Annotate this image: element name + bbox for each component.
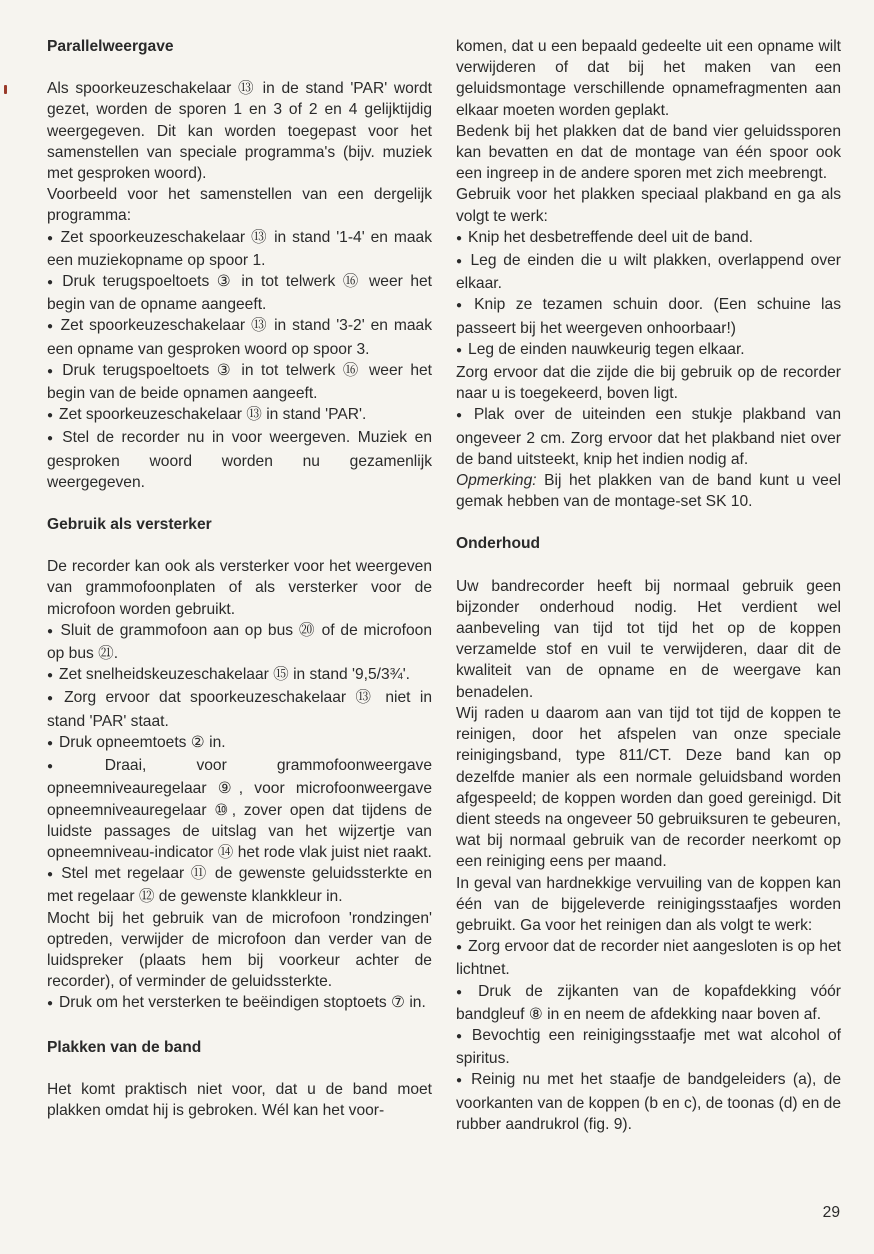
bullet-item: ● Zet spoorkeuzeschakelaar ⑬ in stand 'PAR'.	[47, 404, 432, 427]
bullet-item: ● Zet spoorkeuzeschakelaar ⑬ in stand '3-2' en maak een opname van gesproken woord op spoor 3.	[47, 315, 432, 359]
paragraph: Voorbeeld voor het samenstellen van een dergelijk programma:	[47, 186, 432, 225]
margin-mark	[4, 85, 7, 94]
paragraph: Wij raden u daarom aan van tijd tot tijd de koppen te reinigen, door het afspelen van onze speciale reinigingsband, type 811/CT. Deze band kan op dezelfde manier als een normale geluidsband worden afgespeeld; de koppen worden dan goed gereinigd. Dit dient steeds na ongeveer 50 gebruiksuren te gebeuren, wat bij normaal gebruik van de recorder neerkomt op een reiniging eens per maand.	[456, 704, 841, 871]
bullet-item: ● Stel met regelaar ⑪ de gewenste geluidssterkte en met regelaar ⑫ de gewenste klankkleur in.	[47, 863, 432, 907]
bullet-item: ● Bevochtig een reinigingsstaafje met wat alcohol of spiritus.	[456, 1025, 841, 1069]
section-versterker	[47, 556, 432, 1015]
bullet-item: ● Zet spoorkeuzeschakelaar ⑬ in stand '1-4' en maak een muziekopname op spoor 1.	[47, 227, 432, 271]
paragraph: In geval van hardnekkige vervuiling van de koppen kan één van de bijgeleverde reinigingsstaafjes worden gebruikt. Ga voor het reinigen dan als volgt te werk:	[456, 874, 841, 934]
paragraph: Zorg ervoor dat die zijde die bij gebruik op de recorder naar u is toegekeerd, boven ligt.	[456, 364, 841, 403]
section-onderhoud	[456, 576, 841, 1135]
bullet-item: ● Sluit de grammofoon aan op bus ⑳ of de microfoon op bus ㉑.	[47, 620, 432, 664]
paragraph: Als spoorkeuzeschakelaar ⑬ in de stand 'PAR' wordt gezet, worden de sporen 1 en 3 of 2 en 4 gelijktijdig weergegeven. Dit kan worden toegepast voor het samenstellen van speciale programma's (bijv. muziek met gesproken woord).	[47, 80, 432, 183]
bullet-item: ● Zorg ervoor dat de recorder niet aangesloten is op het lichtnet.	[456, 936, 841, 980]
bullet-item: ● Druk terugspoeltoets ③ in tot telwerk ⑯ weer het begin van de beide opnamen aangeeft.	[47, 360, 432, 404]
bullet-item: ● Druk opneemtoets ② in.	[47, 732, 432, 755]
bullet-item: ● Leg de einden die u wilt plakken, overlappend over elkaar.	[456, 250, 841, 294]
paragraph: De recorder kan ook als versterker voor het weergeven van grammofoonplaten of als versterker voor de microfoon worden gebruikt.	[47, 558, 432, 618]
heading-plakken-van-de-band: Plakken van de band	[47, 1038, 202, 1056]
bullet-item: ● Zorg ervoor dat spoorkeuzeschakelaar ⑬ niet in stand 'PAR' staat.	[47, 687, 432, 731]
bullet-item: ● Draai, voor grammofoonweergave opneemniveauregelaar ⑨, voor microfoonweergave opneemniveauregelaar ⑩, zover open dat tijdens de luidste passages de uitslag van het wijzertje van opneemniveau-indicator ⑭ het rode vlak juist niet raakt.	[47, 755, 432, 863]
paragraph: komen, dat u een bepaald gedeelte uit een opname wilt verwijderen of dat bij het maken van een geluidsmontage verschillende opnamefragmenten aan elkaar moeten worden geplakt.	[456, 38, 841, 119]
heading-parallelweergave: Parallelweergave	[47, 38, 174, 55]
heading-onderhoud: Onderhoud	[456, 535, 541, 553]
section-plakken-continued	[456, 36, 841, 470]
page-number: 29	[822, 1204, 840, 1221]
remark-paragraph	[456, 470, 841, 512]
bullet-item: ● Druk om het versterken te beëindigen stoptoets ⑦ in.	[47, 992, 432, 1015]
bullet-item: ● Druk terugspoeltoets ③ in tot telwerk ⑯ weer het begin van de opname aangeeft.	[47, 271, 432, 315]
bullet-item: ● Knip ze tezamen schuin door. (Een schuine las passeert bij het weergeven onhoorbaar!)	[456, 294, 841, 338]
bullet-item: ● Plak over de uiteinden een stukje plakband van ongeveer 2 cm. Zorg ervoor dat het plakband niet over de band uitsteekt, knip het indien nodig af.	[456, 404, 841, 470]
remark-label: Opmerking:	[456, 472, 537, 490]
paragraph: Uw bandrecorder heeft bij normaal gebruik geen bijzonder onderhoud nodig. Het verdient wel aanbeveling van tijd tot tijd het op de koppen verzamelde stof en vuil te verwijderen, daar dit de kwaliteit van de opname en de weergave kan benadelen.	[456, 577, 841, 701]
remark-text: Bij het plakken van de band kunt u veel gemak hebben van de montage-set SK 10.	[456, 472, 841, 511]
right-column	[456, 36, 841, 1135]
paragraph: Gebruik voor het plakken speciaal plakband en ga als volgt te werk:	[456, 186, 841, 225]
bullet-item: ● Knip het desbetreffende deel uit de band.	[456, 227, 841, 250]
bullet-item: ● Druk de zijkanten van de kopafdekking vóór bandgleuf ⑧ in en neem de afdekking naar boven af.	[456, 981, 841, 1025]
paragraph: Mocht bij het gebruik van de microfoon 'rondzingen' optreden, verwijder de microfoon dan verder van de luidspreker (plaats hem bij voorkeur achter de recorder), of verminder de geluidssterkte.	[47, 909, 432, 991]
bullet-item: ● Zet snelheidskeuzeschakelaar ⑮ in stand '9,5/3¾'.	[47, 664, 432, 687]
left-column	[47, 36, 432, 1121]
bullet-item: ● Stel de recorder nu in voor weergeven. Muziek en gesproken woord worden nu gezamenlijk weergegeven.	[47, 427, 432, 493]
heading-gebruik-als-versterker: Gebruik als versterker	[47, 516, 212, 534]
bullet-item: ● Leg de einden nauwkeurig tegen elkaar.	[456, 339, 841, 362]
bullet-item: ● Reinig nu met het staafje de bandgeleiders (a), de voorkanten van de koppen (b en c), de toonas (d) en de rubber aandrukrol (fig. 9).	[456, 1069, 841, 1135]
paragraph-plakken-intro: Het komt praktisch niet voor, dat u de band moet plakken omdat hij is gebroken. Wél kan het voor-	[47, 1080, 432, 1119]
section-parallelweergave	[47, 78, 432, 493]
paragraph: Bedenk bij het plakken dat de band vier geluidssporen kan bevatten en dat de montage van één spoor ook een ingreep in de andere sporen met zich meebrengt.	[456, 122, 841, 183]
